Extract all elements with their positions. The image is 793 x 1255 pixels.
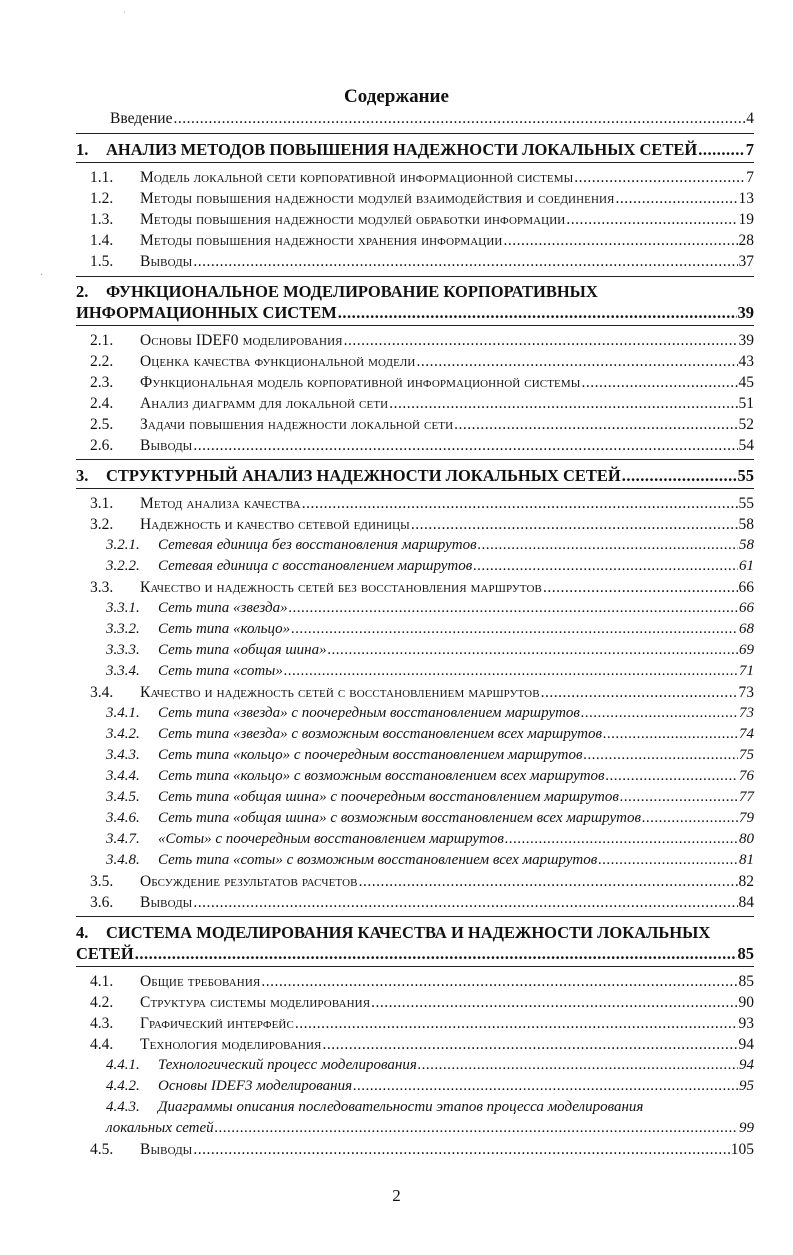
toc-entry-title: Сеть типа «кольцо» с поочередным восстановлением маршрутов	[158, 747, 583, 763]
dot-leader	[543, 579, 738, 597]
toc-entry-number: 3.4.1.	[106, 705, 140, 721]
toc-entry-number: 3.4.5.	[106, 789, 140, 805]
scan-speck: '	[124, 10, 126, 19]
toc-entry[interactable]	[90, 495, 754, 513]
toc-entry-page: 105	[730, 1141, 754, 1158]
toc-entry[interactable]	[90, 253, 754, 271]
dot-leader	[583, 747, 738, 764]
page-number: 2	[392, 1186, 401, 1205]
section-divider	[76, 966, 754, 967]
toc-entry[interactable]	[106, 810, 754, 827]
toc-entry-title: Выводы	[140, 1141, 193, 1158]
dot-leader	[622, 466, 737, 486]
toc-entry[interactable]	[90, 873, 754, 891]
toc-entry-page: 79	[739, 810, 754, 826]
toc-entry-number: 3.2.2.	[106, 558, 140, 574]
toc-entry-page: 66	[738, 579, 754, 596]
toc-entry[interactable]	[90, 894, 754, 912]
toc-entry-page: 82	[738, 873, 754, 890]
toc-entry-title: Обсуждение результатов расчетов	[140, 873, 358, 890]
toc-entry-number: 2.4.	[90, 395, 114, 412]
toc-entry-title: Сетевая единица без восстановления маршрутов	[158, 537, 477, 553]
section-divider	[76, 488, 754, 489]
toc-entry-number: 4.4.1.	[106, 1057, 140, 1073]
toc-entry-number: 3.1.	[90, 495, 114, 512]
toc-entry-page: 75	[739, 747, 754, 763]
toc-entry[interactable]	[90, 211, 754, 229]
section-divider	[76, 325, 754, 326]
toc-entry-title: Анализ диаграмм для локальной сети	[140, 395, 389, 412]
toc-entry-page: 55	[738, 495, 754, 512]
dot-leader	[322, 1036, 737, 1054]
dot-leader	[302, 495, 738, 513]
toc-entry-page: 43	[738, 353, 754, 370]
toc-entry-title: Сеть типа «общая шина» с возможным восстановлением всех маршрутов	[158, 810, 641, 826]
dot-leader	[193, 253, 737, 271]
toc-entry-title: ИНФОРМАЦИОННЫХ СИСТЕМ	[76, 303, 337, 322]
toc-entry-number: 3.2.1.	[106, 537, 140, 553]
dot-leader	[389, 395, 737, 413]
dot-leader	[416, 353, 737, 371]
dot-leader	[295, 1015, 738, 1033]
toc-entry[interactable]	[90, 1036, 754, 1054]
dot-leader	[284, 663, 738, 680]
page-title: Содержание	[344, 86, 449, 107]
dot-leader	[581, 705, 738, 722]
toc-entry-number: 4.4.3.	[106, 1099, 140, 1115]
toc-entry-page: 95	[739, 1078, 754, 1094]
toc-entry[interactable]	[106, 600, 754, 617]
toc-entry-page: 94	[739, 1057, 754, 1073]
dot-leader	[193, 437, 737, 455]
toc-entry-title: Надежность и качество сетевой единицы	[140, 516, 410, 533]
dot-leader	[328, 642, 738, 659]
toc-entry-number: 3.4.3.	[106, 747, 140, 763]
toc-entry-title: Сеть типа «кольцо»	[158, 621, 291, 637]
toc-entry-title: Введение	[110, 110, 173, 127]
dot-leader	[193, 1141, 729, 1159]
toc-entry-page: 84	[738, 894, 754, 911]
toc-entry-number: 3.4.2.	[106, 726, 140, 742]
toc-entry-title: Сеть типа «соты»	[158, 663, 283, 679]
toc-entry-title: Модель локальной сети корпоративной информационной системы	[140, 169, 574, 186]
toc-entry-number: 4.	[76, 923, 89, 942]
toc-entry[interactable]	[106, 1057, 754, 1074]
dot-leader	[503, 232, 737, 250]
toc-entry-page: 4	[746, 110, 754, 127]
toc-entry-number: 4.1.	[90, 973, 114, 990]
toc-entry-title: Методы повышения надежности модулей обработки информации	[140, 211, 566, 228]
dot-leader	[135, 944, 737, 964]
toc-entry[interactable]	[90, 973, 754, 991]
toc-entry-number: 3.4.8.	[106, 852, 140, 868]
toc-entry-page: 51	[738, 395, 754, 412]
dot-leader	[193, 894, 737, 912]
toc-entry[interactable]	[90, 190, 754, 208]
toc-entry-title: АНАЛИЗ МЕТОДОВ ПОВЫШЕНИЯ НАДЕЖНОСТИ ЛОКАЛЬНЫХ СЕТЕЙ	[106, 140, 698, 159]
dot-leader	[291, 621, 738, 638]
toc-entry-number: 2.1.	[90, 332, 114, 349]
toc-entry-title: Методы повышения надежности хранения информации	[140, 232, 503, 249]
toc-entry-title: СЕТЕЙ	[76, 944, 134, 963]
toc-entry-number: 3.4.7.	[106, 831, 140, 847]
toc-entry-page: 19	[738, 211, 754, 228]
toc-entry-number: 3.3.4.	[106, 663, 140, 679]
toc-entry[interactable]	[76, 944, 754, 964]
dot-leader	[478, 537, 738, 554]
toc-entry-number: 3.3.3.	[106, 642, 140, 658]
section-divider	[76, 133, 754, 134]
toc-entry-number: 2.5.	[90, 416, 114, 433]
toc-entry[interactable]	[106, 537, 754, 554]
toc-entry[interactable]	[106, 1078, 754, 1095]
toc-entry[interactable]	[106, 1120, 754, 1137]
toc-entry-title: Функциональная модель корпоративной информационной системы	[140, 374, 581, 391]
toc-entry-page: 93	[738, 1015, 754, 1032]
toc-entry-number: 1.4.	[90, 232, 114, 249]
toc-entry[interactable]	[90, 516, 754, 534]
toc-entry-title: Диаграммы описания последовательности этапов процесса моделирования	[158, 1099, 644, 1115]
toc-entry-title: Сеть типа «соты» с возможным восстановлением всех маршрутов	[158, 852, 598, 868]
toc-entry-number: 2.2.	[90, 353, 114, 370]
toc-entry-page: 54	[738, 437, 754, 454]
toc-entry-title: Сеть типа «звезда»	[158, 600, 288, 616]
toc-entry-number: 3.2.	[90, 516, 114, 533]
dot-leader	[411, 516, 738, 534]
toc-entry[interactable]	[76, 140, 754, 160]
dot-leader	[261, 973, 737, 991]
dot-leader	[615, 190, 737, 208]
toc-entry[interactable]	[90, 232, 754, 250]
toc-entry-number: 2.6.	[90, 437, 114, 454]
toc-entry-title: СИСТЕМА МОДЕЛИРОВАНИЯ КАЧЕСТВА И НАДЕЖНОСТИ ЛОКАЛЬНЫХ	[106, 923, 711, 942]
toc-entry[interactable]	[106, 621, 754, 638]
toc-entry[interactable]	[76, 282, 754, 302]
dot-leader	[371, 994, 737, 1012]
dot-leader	[598, 852, 738, 869]
toc-entry-title: Метод анализа качества	[140, 495, 301, 512]
toc-entry-title: Основы IDEF0 моделирования	[140, 332, 343, 349]
toc-entry-number: 3.4.6.	[106, 810, 140, 826]
toc-entry-title: Графический интерфейс	[140, 1015, 294, 1032]
toc-entry-page: 37	[738, 253, 754, 270]
dot-leader	[473, 558, 738, 575]
toc-entry-page: 7	[745, 140, 754, 159]
toc-entry-number: 2.3.	[90, 374, 114, 391]
toc-entry-number: 1.	[76, 140, 89, 159]
toc-entry[interactable]	[106, 558, 754, 575]
dot-leader	[344, 332, 738, 350]
toc-entry-title: Качество и надежность сетей без восстановления маршрутов	[140, 579, 542, 596]
toc-entry-page: 81	[739, 852, 754, 868]
toc-entry[interactable]	[90, 169, 754, 187]
toc-entry-page: 61	[739, 558, 754, 574]
toc-entry[interactable]	[110, 110, 754, 128]
toc-entry-page: 39	[737, 303, 754, 322]
toc-entry[interactable]	[90, 1015, 754, 1033]
toc-entry-number: 4.2.	[90, 994, 114, 1011]
toc-entry-title: Сеть типа «звезда» с возможным восстановлением всех маршрутов	[158, 726, 603, 742]
dot-leader	[215, 1120, 738, 1137]
dot-leader	[698, 140, 744, 160]
toc-entry-page: 85	[737, 944, 754, 963]
section-divider	[76, 276, 754, 277]
toc-entry-page: 80	[739, 831, 754, 847]
toc-entry-number: 3.3.1.	[106, 600, 140, 616]
toc-entry-title: Структура системы моделирования	[140, 994, 371, 1011]
toc-entry-page: 58	[738, 516, 754, 533]
toc-entry[interactable]	[90, 579, 754, 597]
dot-leader	[353, 1078, 738, 1095]
toc-entry-title: локальных сетей	[106, 1120, 214, 1136]
dot-leader	[642, 810, 738, 827]
toc-entry[interactable]	[106, 789, 754, 806]
toc-entry-page: 73	[738, 684, 754, 701]
toc-entry[interactable]	[106, 747, 754, 764]
toc-entry[interactable]	[90, 353, 754, 371]
toc-entry-number: 3.3.	[90, 579, 114, 596]
section-divider	[76, 916, 754, 917]
toc-entry-title: Методы повышения надежности модулей взаимодействия и соединения	[140, 190, 615, 207]
toc-entry[interactable]	[90, 1141, 754, 1159]
toc-entry-title: Сетевая единица с восстановлением маршрутов	[158, 558, 473, 574]
toc-entry-page: 90	[738, 994, 754, 1011]
toc-entry-number: 4.4.2.	[106, 1078, 140, 1094]
dot-leader	[566, 211, 737, 229]
toc-entry-page: 39	[738, 332, 754, 349]
toc-entry-page: 13	[738, 190, 754, 207]
toc-entry-title: Общие требования	[140, 973, 261, 990]
toc-entry-page: 71	[739, 663, 754, 679]
toc-entry-title: Сеть типа «звезда» с поочередным восстановлением маршрутов	[158, 705, 580, 721]
toc-entry-title: Выводы	[140, 894, 193, 911]
toc-entry[interactable]	[106, 642, 754, 659]
toc-entry-page: 74	[739, 726, 754, 742]
toc-entry-page: 69	[739, 642, 754, 658]
toc-entry-number: 3.4.	[90, 684, 114, 701]
toc-entry[interactable]	[76, 466, 754, 486]
toc-entry[interactable]	[90, 416, 754, 434]
toc-entry[interactable]	[106, 726, 754, 743]
toc-entry-page: 55	[737, 466, 754, 485]
toc-entry-number: 3.5.	[90, 873, 114, 890]
toc-entry[interactable]	[90, 684, 754, 702]
toc-entry-number: 3.4.4.	[106, 768, 140, 784]
toc-entry-title: Задачи повышения надежности локальной сети	[140, 416, 454, 433]
toc-entry-page: 76	[739, 768, 754, 784]
toc-entry-page: 45	[738, 374, 754, 391]
toc-entry-page: 7	[746, 169, 754, 186]
toc-entry-title: Сеть типа «кольцо» с возможным восстановлением всех маршрутов	[158, 768, 605, 784]
dot-leader	[574, 169, 745, 187]
toc-entry[interactable]	[90, 395, 754, 413]
toc-entry-title: Оценка качества функциональной модели	[140, 353, 416, 370]
dot-leader	[581, 374, 737, 392]
toc-entry-number: 4.4.	[90, 1036, 114, 1053]
toc-entry-page: 66	[739, 600, 754, 616]
toc-entry[interactable]	[90, 994, 754, 1012]
toc-entry-page: 28	[738, 232, 754, 249]
toc-entry-number: 3.3.2.	[106, 621, 140, 637]
dot-leader	[620, 789, 738, 806]
section-divider	[76, 459, 754, 460]
toc-entry[interactable]	[76, 303, 754, 323]
scan-speck: ·	[40, 270, 44, 281]
toc-entry[interactable]	[106, 663, 754, 680]
dot-leader	[541, 684, 738, 702]
toc-entry[interactable]	[90, 437, 754, 455]
toc-entry-number: 1.5.	[90, 253, 114, 270]
toc-entry-title: Основы IDEF3 моделирования	[158, 1078, 353, 1094]
toc-entry-number: 1.2.	[90, 190, 114, 207]
toc-entry[interactable]	[106, 831, 754, 848]
dot-leader	[454, 416, 737, 434]
toc-entry-page: 68	[739, 621, 754, 637]
toc-entry[interactable]	[106, 852, 754, 869]
toc-entry-title: СТРУКТУРНЫЙ АНАЛИЗ НАДЕЖНОСТИ ЛОКАЛЬНЫХ СЕТЕЙ	[106, 466, 621, 485]
toc-entry-title: Технологический процесс моделирования	[158, 1057, 417, 1073]
toc-entry-number: 3.	[76, 466, 89, 485]
dot-leader	[289, 600, 738, 617]
toc-entry-title: «Соты» с поочередным восстановлением маршрутов	[158, 831, 504, 847]
toc-entry-page: 73	[739, 705, 754, 721]
toc-entry-title: Качество и надежность сетей с восстановлением маршрутов	[140, 684, 540, 701]
toc-entry-page: 85	[738, 973, 754, 990]
dot-leader	[359, 873, 738, 891]
toc-entry-number: 4.5.	[90, 1141, 114, 1158]
toc-entry-number: 1.1.	[90, 169, 114, 186]
toc-entry-number: 1.3.	[90, 211, 114, 228]
toc-entry-title: Технология моделирования	[140, 1036, 322, 1053]
toc-entry-title: Сеть типа «общая шина» с поочередным восстановлением маршрутов	[158, 789, 619, 805]
toc-entry-title: Выводы	[140, 437, 193, 454]
toc-entry-page: 77	[739, 789, 754, 805]
toc-entry-number: 2.	[76, 282, 89, 301]
toc-entry-title: Сеть типа «общая шина»	[158, 642, 327, 658]
section-divider	[76, 162, 754, 163]
toc-entry-title: Выводы	[140, 253, 193, 270]
dot-leader	[606, 768, 738, 785]
toc-entry[interactable]	[90, 332, 754, 350]
toc-entry-title: ФУНКЦИОНАЛЬНОЕ МОДЕЛИРОВАНИЕ КОРПОРАТИВНЫХ	[106, 282, 598, 301]
toc-entry[interactable]	[106, 1099, 754, 1116]
dot-leader	[418, 1057, 738, 1074]
toc-entry-number: 4.3.	[90, 1015, 114, 1032]
toc-entry[interactable]	[106, 768, 754, 785]
dot-leader	[338, 303, 737, 323]
dot-leader	[173, 110, 745, 128]
toc-entry[interactable]	[90, 374, 754, 392]
dot-leader	[603, 726, 738, 743]
toc-entry[interactable]	[76, 923, 754, 943]
dot-leader	[505, 831, 738, 848]
toc-entry-page: 52	[738, 416, 754, 433]
toc-entry-page: 99	[739, 1120, 754, 1136]
toc-entry-page: 94	[738, 1036, 754, 1053]
toc-entry-number: 3.6.	[90, 894, 114, 911]
toc-entry[interactable]	[106, 705, 754, 722]
toc-entry-page: 58	[739, 537, 754, 553]
